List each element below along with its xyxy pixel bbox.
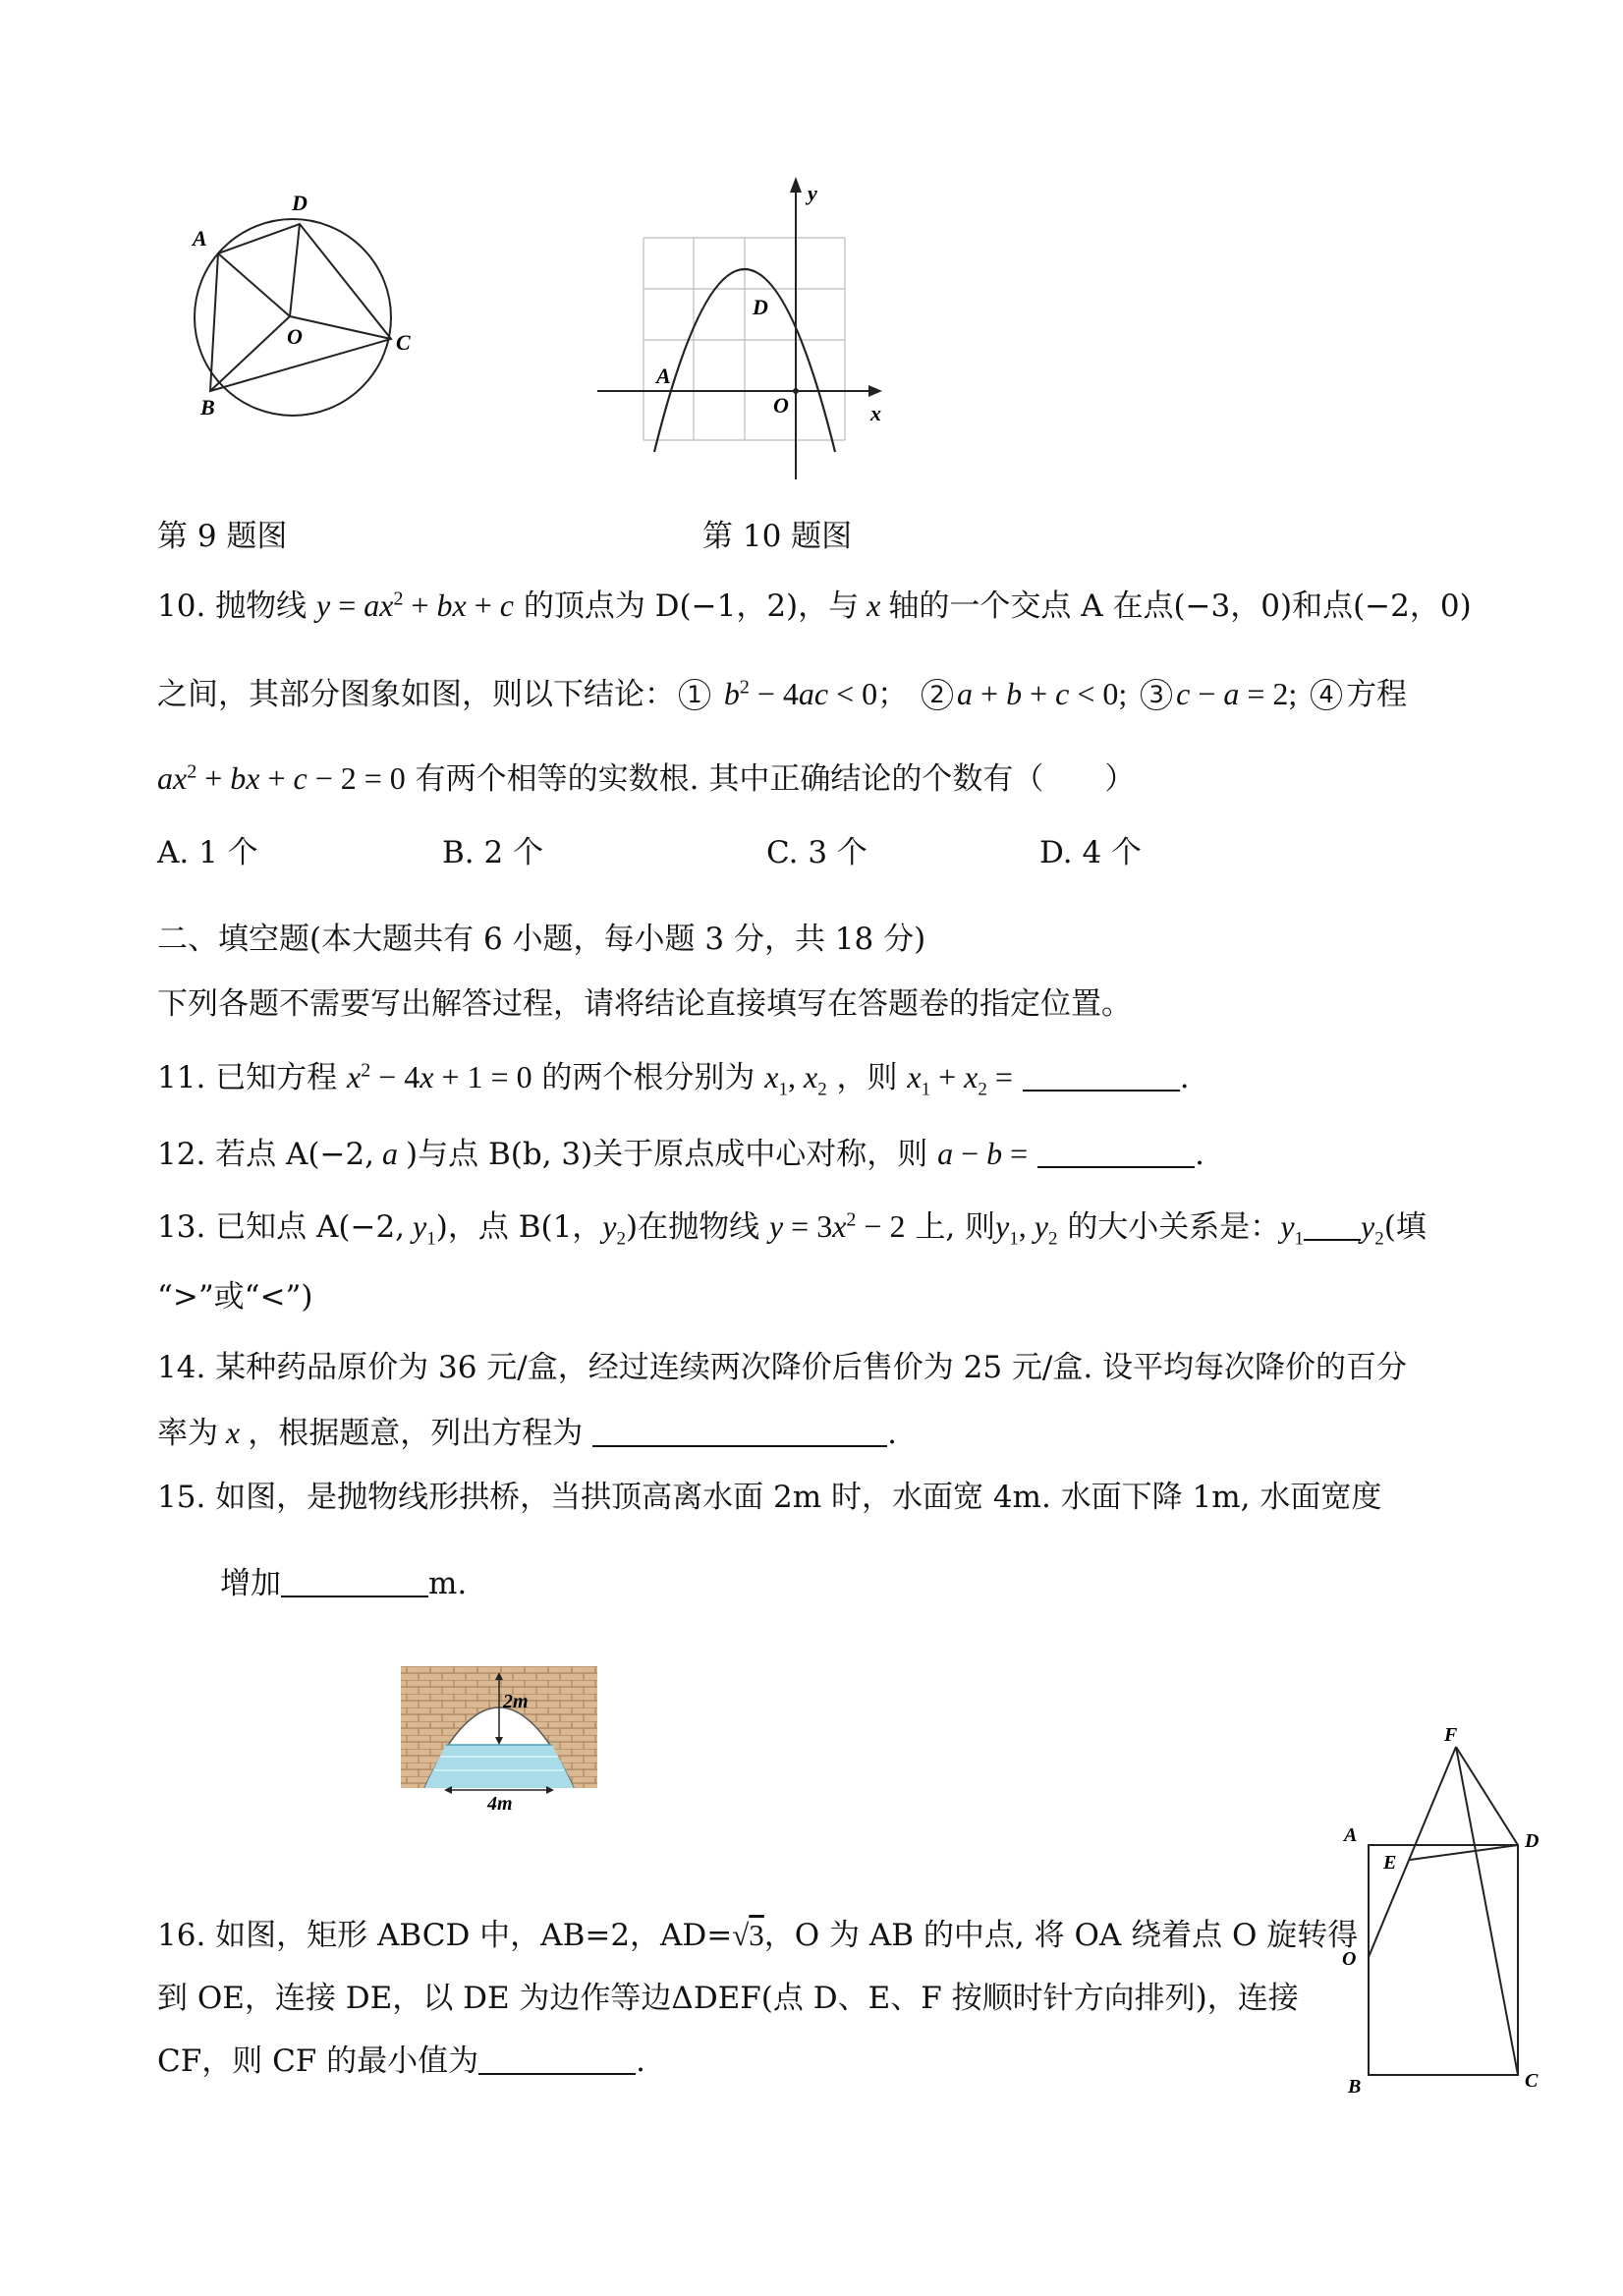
q16-line3: CF，则 CF 的最小值为 .	[157, 2044, 646, 2079]
y-axis-arrow	[790, 177, 802, 193]
section2-instruction: 下列各题不需要写出解答过程，请将结论直接填写在答题卷的指定位置。	[157, 986, 1132, 1022]
caption-fig10: 第 10 题图	[702, 519, 853, 554]
q16-line2: 到 OE，连接 DE，以 DE 为边作等边ΔDEF(点 D、E、F 按顺时针方向排列)，连接	[157, 1981, 1299, 2016]
figure-16-rectangle	[1336, 1719, 1572, 2093]
label-a: A	[1344, 1824, 1358, 1846]
label-e: E	[1383, 1852, 1397, 1874]
label-o: O	[287, 324, 303, 349]
label-o: O	[773, 393, 789, 418]
q13-line2: “>”或“<”)	[157, 1279, 313, 1315]
q10-option-a: A. 1 个	[157, 835, 258, 870]
sqrt-3: √3	[732, 1918, 764, 1952]
label-d: D	[292, 191, 308, 215]
label-c: C	[396, 330, 411, 355]
q10-line1: 10. 抛物线 $y = ax^2$ + bx + c 的顶点为 D(−1，2)，与 x 轴的一个交点 A 在点(−3，0)和点(−2，0)	[157, 588, 1472, 624]
label-c: C	[1525, 2070, 1539, 2092]
caption-fig9: 第 9 题图	[157, 519, 288, 554]
label-a: A	[656, 364, 671, 388]
q16-line1: 16. 如图，矩形 ABCD 中，AB=2，AD=√3，O 为 AB 的中点, 将 OA 绕着点 O 旋转得	[157, 1918, 1359, 1953]
q10-line3: $ax^2$ + bx + c − 2 = 0 有两个相等的实数根. 其中正确结论的个数有（ ）	[157, 760, 1136, 797]
q12-answer-blank	[1037, 1137, 1195, 1168]
q10-option-d: D. 4 个	[1039, 835, 1143, 870]
label-b: B	[1348, 2076, 1362, 2093]
label-f: F	[1444, 1724, 1458, 1746]
q10-option-b: B. 2 个	[442, 835, 544, 870]
q15-answer-blank	[281, 1566, 428, 1597]
q13-answer-blank	[1304, 1209, 1361, 1241]
q15-line2: 增加 m.	[220, 1566, 468, 1601]
section2-title: 二、填空题(本大题共有 6 小题，每小题 3 分，共 18 分)	[157, 922, 926, 957]
axis-label-x: x	[870, 401, 881, 425]
label-b: B	[200, 395, 215, 420]
q11-answer-blank	[1023, 1060, 1180, 1092]
q14-line2: 率为 x ，根据题意，列出方程为 .	[157, 1415, 897, 1451]
label-d: D	[753, 295, 768, 319]
label-height: 2m	[503, 1691, 529, 1712]
segment-od	[290, 224, 300, 316]
origin-point	[793, 388, 799, 394]
circled-3: 3	[1141, 679, 1172, 710]
q15-line1: 15. 如图，是抛物线形拱桥，当拱顶高离水面 2m 时，水面宽 4m. 水面下降 1m, 水面宽度	[157, 1480, 1382, 1515]
parabola-formula: $y = ax^2$ + bx + c	[316, 588, 514, 623]
label-o: O	[1342, 1948, 1357, 1970]
bridge-figure	[401, 1666, 601, 1816]
figure-10-parabola	[589, 167, 904, 491]
q13-line1: 13. 已知点 A(−2, $y_1$)，点 B(1，$y_2$)在抛物线 $y = 3x^2 - 2$ 上, 则$y_1$, $y_2$ 的大小关系是：$y_1$ $y_2$(填	[157, 1208, 1427, 1250]
segment-oa	[218, 253, 290, 316]
label-a: A	[193, 226, 207, 251]
x-axis-arrow	[868, 385, 882, 397]
q14-answer-blank	[592, 1416, 887, 1447]
circled-2: 2	[922, 679, 953, 710]
label-d: D	[1525, 1830, 1539, 1852]
segment-oe-extended	[1369, 1747, 1456, 1957]
grid	[644, 238, 845, 440]
circled-1: 1	[679, 679, 710, 710]
q12: 12. 若点 A(−2, a )与点 B(b, 3)关于原点成中心对称，则 a − b = .	[157, 1136, 1204, 1172]
label-width: 4m	[487, 1793, 513, 1815]
circled-4: 4	[1311, 679, 1342, 710]
q10-line2: 之间，其部分图象如图，则以下结论： 1 $b^2 - 4ac < 0$； 2 a + b + c < 0; 3 c − a = 2; 4 方程	[157, 676, 1408, 712]
segment-ed	[1410, 1845, 1518, 1860]
q10-option-c: C. 3 个	[766, 835, 867, 870]
q11: 11. 已知方程 $x^2 - 4x + 1 = 0$ 的两个根分别为 $x_1$, $x_2$ ，则 $x_1 + x_2$ = .	[157, 1059, 1190, 1100]
figure-9-circle	[177, 177, 432, 432]
axis-label-y: y	[808, 181, 817, 205]
water	[424, 1745, 574, 1788]
q14-line1: 14. 某种药品原价为 36 元/盒，经过连续两次降价后售价为 25 元/盒. 设平均每次降价的百分	[157, 1350, 1408, 1385]
q16-answer-blank	[478, 2044, 636, 2075]
